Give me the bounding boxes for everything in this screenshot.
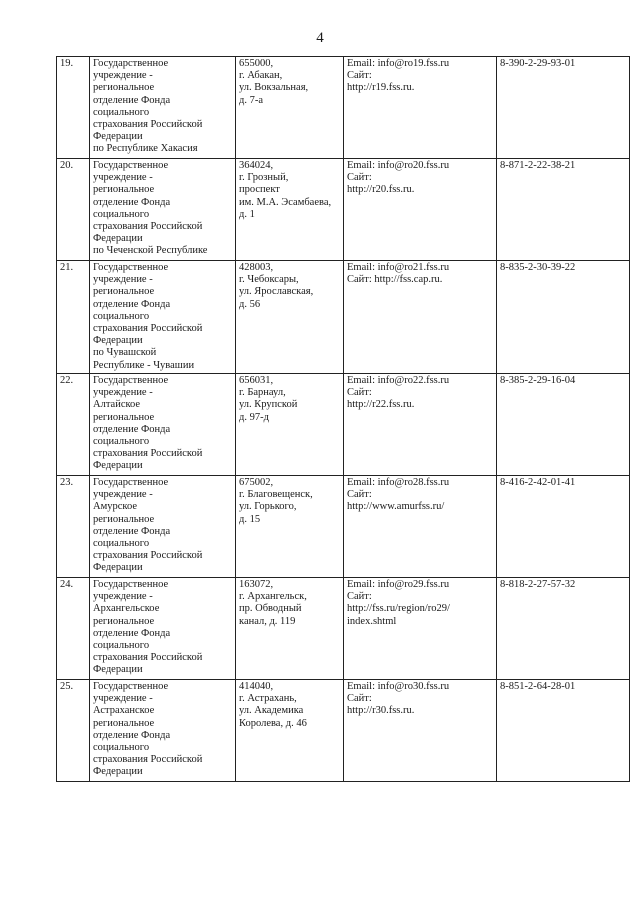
row-number: 19. <box>57 57 90 159</box>
row-number: 21. <box>57 261 90 374</box>
office-name: Государственное учреждение - Архангельское региональное отделение Фонда социального страхования Российской Федерации <box>90 578 236 680</box>
office-address: 655000, г. Абакан, ул. Вокзальная, д. 7-а <box>236 57 344 159</box>
office-phone: 8-871-2-22-38-21 <box>497 159 630 261</box>
office-contacts: Email: info@ro30.fss.ru Сайт: http://r30.fss.ru. <box>344 680 497 782</box>
office-contacts: Email: info@ro20.fss.ru Сайт: http://r20.fss.ru. <box>344 159 497 261</box>
row-number: 25. <box>57 680 90 782</box>
office-name: Государственное учреждение - Астраханское региональное отделение Фонда социального страхования Российской Федерации <box>90 680 236 782</box>
regional-offices-table <box>56 56 630 782</box>
office-phone: 8-851-2-64-28-01 <box>497 680 630 782</box>
table-row <box>57 578 630 680</box>
office-contacts: Email: info@ro29.fss.ru Сайт: http://fss.ru/region/ro29/ index.shtml <box>344 578 497 680</box>
table-row <box>57 476 630 578</box>
office-contacts: Email: info@ro22.fss.ru Сайт: http://r22.fss.ru. <box>344 374 497 476</box>
row-number: 23. <box>57 476 90 578</box>
table-row <box>57 57 630 159</box>
office-phone: 8-390-2-29-93-01 <box>497 57 630 159</box>
office-name: Государственное учреждение - региональное отделение Фонда социального страхования Российской Федерации по Республике Хакасия <box>90 57 236 159</box>
row-number: 20. <box>57 159 90 261</box>
office-phone: 8-818-2-27-57-32 <box>497 578 630 680</box>
office-name: Государственное учреждение - региональное отделение Фонда социального страхования Российской Федерации по Чеченской Республике <box>90 159 236 261</box>
table-row <box>57 159 630 261</box>
office-address: 675002, г. Благовещенск, ул. Горького, д. 15 <box>236 476 344 578</box>
row-number: 22. <box>57 374 90 476</box>
page-number: 4 <box>316 30 324 46</box>
row-number: 24. <box>57 578 90 680</box>
office-name: Государственное учреждение - региональное отделение Фонда социального страхования Российской Федерации по Чувашской Республике - Чувашии <box>90 261 236 374</box>
office-contacts: Email: info@ro19.fss.ru Сайт: http://r19.fss.ru. <box>344 57 497 159</box>
office-name: Государственное учреждение - Амурское региональное отделение Фонда социального страхования Российской Федерации <box>90 476 236 578</box>
office-phone: 8-835-2-30-39-22 <box>497 261 630 374</box>
office-phone: 8-416-2-42-01-41 <box>497 476 630 578</box>
office-contacts: Email: info@ro21.fss.ru Сайт: http://fss.cap.ru. <box>344 261 497 374</box>
office-address: 428003, г. Чебоксары, ул. Ярославская, д. 56 <box>236 261 344 374</box>
office-address: 414040, г. Астрахань, ул. Академика Королева, д. 46 <box>236 680 344 782</box>
office-address: 163072, г. Архангельск, пр. Обводный канал, д. 119 <box>236 578 344 680</box>
table-row <box>57 680 630 782</box>
office-phone: 8-385-2-29-16-04 <box>497 374 630 476</box>
office-address: 364024, г. Грозный, проспект им. М.А. Эсамбаева, д. 1 <box>236 159 344 261</box>
table-row <box>57 374 630 476</box>
office-contacts: Email: info@ro28.fss.ru Сайт: http://www.amurfss.ru/ <box>344 476 497 578</box>
table-row <box>57 261 630 374</box>
office-address: 656031, г. Барнаул, ул. Крупской д. 97-д <box>236 374 344 476</box>
office-name: Государственное учреждение - Алтайское региональное отделение Фонда социального страхования Российской Федерации <box>90 374 236 476</box>
